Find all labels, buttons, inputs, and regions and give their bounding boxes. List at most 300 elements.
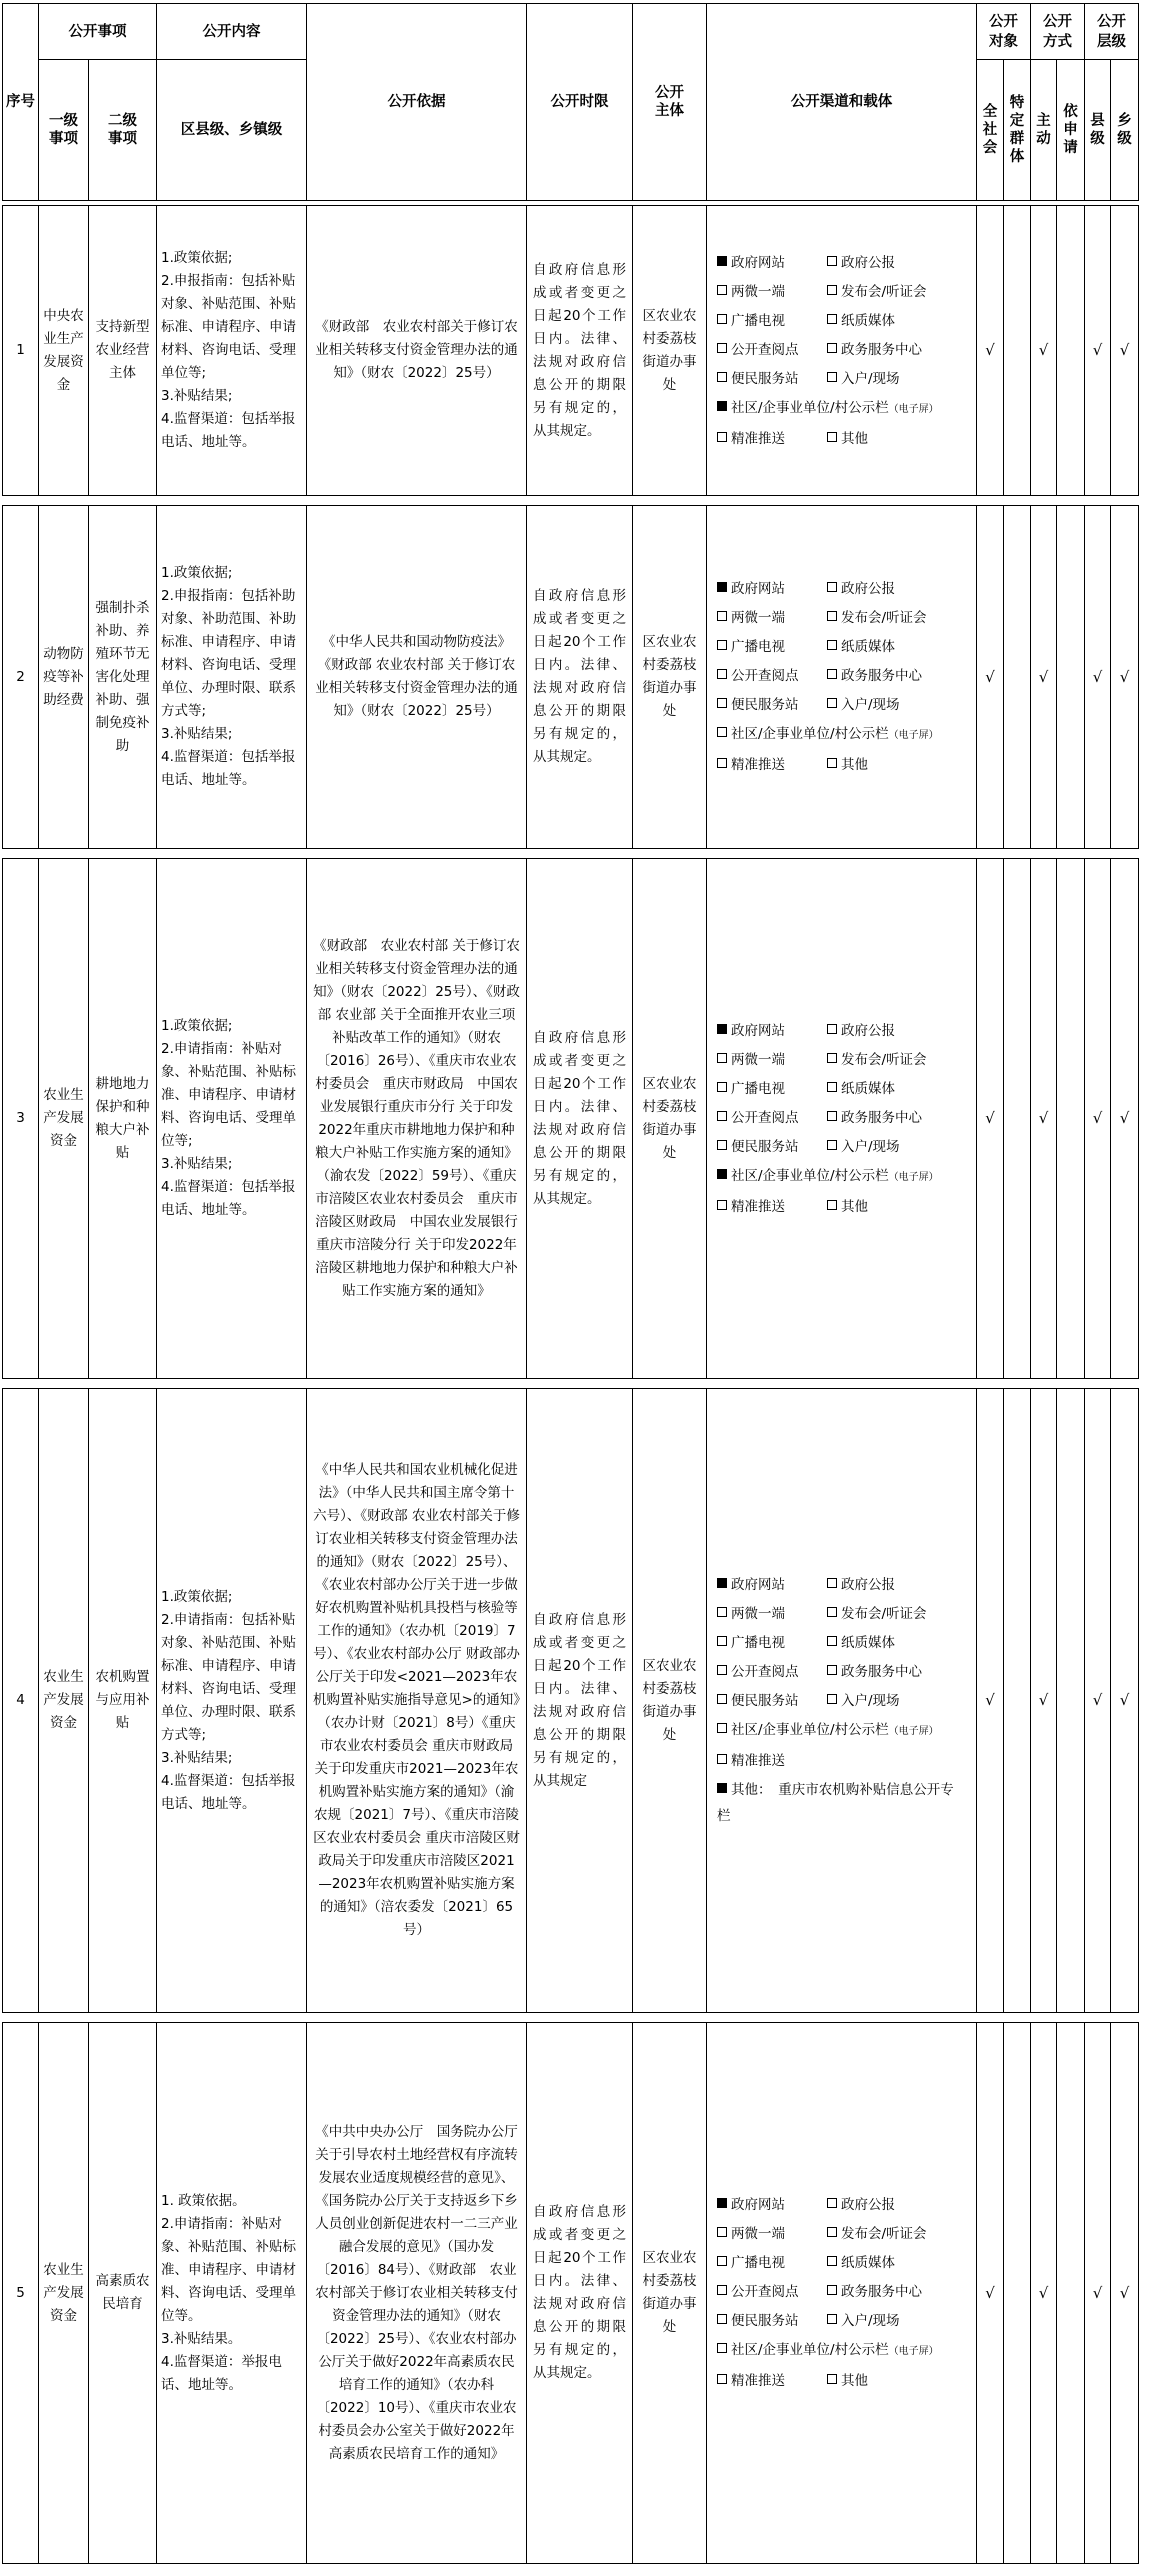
unchecked-box-icon: [827, 256, 837, 266]
unchecked-box-icon: [827, 1200, 837, 1210]
unchecked-box-icon: [827, 1694, 837, 1704]
table-row: [3, 506, 1139, 849]
header-subject: 公开主体: [633, 4, 707, 201]
unchecked-box-icon: [827, 432, 837, 442]
row-level2: 高素质农民培育: [89, 2023, 157, 2564]
unchecked-box-icon: [827, 1578, 837, 1588]
channel-label: 便民服务站: [731, 697, 799, 713]
unchecked-box-icon: [827, 2285, 837, 2295]
channel-label: 精准推送: [731, 1753, 785, 1769]
channel-label: 精准推送: [731, 1198, 785, 1215]
unchecked-box-icon: [827, 372, 837, 382]
unchecked-box-icon: [717, 1723, 727, 1733]
channel-item: [827, 250, 966, 276]
unchecked-box-icon: [717, 698, 727, 708]
checked-box-icon: [717, 2198, 727, 2208]
row-level1: 动物防疫等补助经费: [39, 506, 89, 849]
check-specific-group: [1004, 2023, 1031, 2564]
content-line: 4.监督渠道：包括举报电话、地址等。: [161, 749, 296, 788]
unchecked-box-icon: [717, 1607, 727, 1617]
table-row: [3, 2023, 1139, 2564]
row-channels: [707, 2023, 977, 2564]
content-line: 2.申请指南：补贴对象、补贴范围、补贴标准、申请程序、申请材料、咨询电话、受理单位等。: [161, 2215, 296, 2324]
channel-item: [717, 1748, 966, 1774]
channel-item: [827, 1194, 966, 1220]
channel-item: [827, 605, 966, 631]
channel-label: 其他: [841, 430, 868, 447]
content-line: 1. 政策依据。: [161, 2192, 246, 2209]
channel-item: [717, 366, 827, 392]
channel-note: （电子屏）: [888, 1726, 939, 1737]
channel-label: 政务服务中心: [841, 668, 922, 684]
check-active: √: [1031, 859, 1057, 1379]
check-township: √: [1111, 859, 1139, 1379]
header-on-request: 依申请: [1057, 60, 1085, 201]
channel-label: 政府公报: [841, 254, 895, 271]
check-specific-group: [1004, 506, 1031, 849]
row-level2: 耕地地力保护和种粮大户补贴: [89, 859, 157, 1379]
content-line: 4.监督渠道：包括举报电话、地址等。: [161, 411, 296, 450]
check-township: √: [1111, 206, 1139, 496]
unchecked-box-icon: [827, 669, 837, 679]
unchecked-box-icon: [717, 640, 727, 650]
unchecked-box-icon: [827, 1636, 837, 1646]
channel-label: 两微一端: [731, 610, 785, 626]
channel-item: [717, 2279, 827, 2305]
unchecked-box-icon: [827, 1111, 837, 1121]
channel-label: 政府公报: [841, 1022, 895, 1039]
row-content: [157, 1389, 307, 2013]
check-on-request: [1057, 1389, 1085, 2013]
header-seq: 序号: [3, 4, 39, 201]
row-content: [157, 859, 307, 1379]
channel-note: （电子屏）: [888, 730, 939, 741]
row-subject: 区农业农村委荔枝街道办事处: [633, 2023, 707, 2564]
channel-label: 入户/现场: [841, 1138, 900, 1155]
channel-item: [717, 1688, 827, 1714]
channel-label: 社区/企事业单位/村公示栏: [731, 726, 889, 742]
checked-box-icon: [717, 401, 727, 411]
unchecked-box-icon: [827, 758, 837, 768]
channel-label: 政府公报: [841, 1577, 895, 1593]
check-county: √: [1085, 2023, 1111, 2564]
unchecked-box-icon: [717, 1694, 727, 1704]
unchecked-box-icon: [827, 2256, 837, 2266]
channel-item: [717, 2221, 827, 2247]
row-level1: 中央农业生产发展资金: [39, 206, 89, 496]
channel-label: 其他: [841, 1198, 868, 1215]
channel-label: 公开查阅点: [731, 1664, 799, 1680]
row-seq: 2: [3, 506, 39, 849]
unchecked-box-icon: [717, 1082, 727, 1092]
check-all-society: √: [977, 859, 1004, 1379]
channel-item: [717, 663, 827, 689]
row-level1: 农业生产发展资金: [39, 859, 89, 1379]
channel-item: [827, 2308, 966, 2334]
check-township: √: [1111, 1389, 1139, 2013]
channel-item: [827, 2192, 966, 2218]
unchecked-box-icon: [717, 1111, 727, 1121]
channel-label: 精准推送: [731, 430, 785, 447]
channel-item: [717, 1194, 827, 1220]
unchecked-box-icon: [827, 582, 837, 592]
channel-note: （电子屏）: [888, 403, 939, 415]
channel-item: [827, 1105, 966, 1131]
channel-label: 公开查阅点: [731, 2284, 799, 2300]
channel-label: 纸质媒体: [841, 639, 895, 655]
channel-label: 便民服务站: [731, 370, 799, 387]
check-on-request: [1057, 2023, 1085, 2564]
row-basis: 《中华人民共和国动物防疫法》《财政部 农业农村部 关于修订农业相关转移支付资金管理办法的通知》（财农〔2022〕25号）: [307, 506, 527, 849]
channel-item: [717, 395, 966, 423]
row-level2: 支持新型农业经营主体: [89, 206, 157, 496]
unchecked-box-icon: [827, 1082, 837, 1092]
unchecked-box-icon: [717, 314, 727, 324]
unchecked-box-icon: [717, 343, 727, 353]
channel-label: 入户/现场: [841, 2313, 900, 2329]
channel-label: 便民服务站: [731, 1138, 799, 1155]
channel-label: 公开查阅点: [731, 341, 799, 358]
unchecked-box-icon: [717, 2285, 727, 2295]
disclosure-table-block: [2, 205, 1139, 496]
channel-label: 纸质媒体: [841, 312, 895, 329]
channel-item: [827, 366, 966, 392]
channel-item: [717, 337, 827, 363]
check-township: √: [1111, 2023, 1139, 2564]
channel-label: 纸质媒体: [841, 1635, 895, 1651]
unchecked-box-icon: [827, 698, 837, 708]
channel-label: 便民服务站: [731, 1693, 799, 1709]
header-content-sub: 区县级、乡镇级: [157, 60, 307, 201]
content-line: 1.政策依据;: [161, 1588, 233, 1605]
header-level2: 二级事项: [89, 60, 157, 201]
header-method: 公开方式: [1031, 4, 1085, 60]
unchecked-box-icon: [827, 1140, 837, 1150]
row-subject: 区农业农村委荔枝街道办事处: [633, 206, 707, 496]
row-basis: 《财政部 农业农村部 关于修订农业相关转移支付资金管理办法的通知》（财农〔2022〕25号）、《财政部 农业部 关于全面推开农业三项补贴改革工作的通知》（财农〔2016〕26号）、《重庆市农业农村委员会 重庆市财政局 中国农业发展银行重庆市分行 关于印发2022年重庆市耕地地力保护和种粮大户补贴工作实施方案的通知》（渝农发〔2022〕59号）、《重庆市涪陵区农业农村委员会 重庆市涪陵区财政局 中国农业发展银行重庆市涪陵分行 关于印发2022年涪陵区耕地地力保护和种粮大户补贴工作实施方案的通知》: [307, 859, 527, 1379]
checked-box-icon: [717, 256, 727, 266]
check-specific-group: [1004, 859, 1031, 1379]
channel-label: 其他: [841, 757, 868, 773]
channel-item: [827, 752, 966, 778]
checked-box-icon: [717, 582, 727, 592]
unchecked-box-icon: [827, 611, 837, 621]
channel-item: [717, 2368, 827, 2394]
content-line: 1.政策依据;: [161, 250, 233, 266]
row-seq: 4: [3, 1389, 39, 2013]
row-level2: 农机购置与应用补贴: [89, 1389, 157, 2013]
channel-item: [717, 2250, 827, 2276]
channel-item: [827, 1630, 966, 1656]
channel-label: 发布会/听证会: [841, 1051, 927, 1068]
content-line: 2.申报指南：包括补助对象、补助范围、补助标准、申请程序、申请材料、咨询电话、受理单位、办理时限、联系方式等;: [161, 588, 296, 719]
unchecked-box-icon: [827, 2374, 837, 2384]
header-target: 公开对象: [977, 4, 1031, 60]
content-line: 1.政策依据;: [161, 565, 233, 581]
channel-note: （电子屏）: [888, 1171, 939, 1183]
channel-label: 政务服务中心: [841, 341, 922, 358]
header-all-society: 全社会: [977, 60, 1004, 201]
content-line: 4.监督渠道：举报电话、地址等。: [161, 2353, 282, 2393]
content-line: 2.申报指南：包括补贴对象、补贴范围、补贴标准、申请程序、申请材料、咨询电话、受理单位等;: [161, 273, 296, 381]
checked-box-icon: [717, 1783, 727, 1793]
unchecked-box-icon: [717, 1200, 727, 1210]
channel-label: 社区/企事业单位/村公示栏: [731, 1722, 889, 1738]
check-county: √: [1085, 859, 1111, 1379]
channel-item: [827, 2250, 966, 2276]
content-line: 3.补贴结果;: [161, 1156, 233, 1172]
disclosure-table-block: [2, 2022, 1139, 2564]
check-on-request: [1057, 506, 1085, 849]
check-all-society: √: [977, 206, 1004, 496]
channel-item: [717, 426, 827, 452]
channel-label: 社区/企事业单位/村公示栏: [731, 2342, 889, 2358]
channel-label: 政务服务中心: [841, 1109, 922, 1126]
unchecked-box-icon: [717, 2256, 727, 2266]
channel-label: 政务服务中心: [841, 1664, 922, 1680]
channel-label: 政府网站: [731, 581, 785, 597]
channel-item: [827, 1047, 966, 1073]
channel-list: [707, 1018, 976, 1220]
disclosure-table-block: [2, 1388, 1139, 2013]
row-seq: 3: [3, 859, 39, 1379]
channel-item: [717, 1630, 827, 1656]
content-line: 2.申请指南：包括补贴对象、补贴范围、补贴标准、申请程序、申请材料、咨询电话、受理单位、办理时限、联系方式等;: [161, 1611, 296, 1743]
disclosure-table-block: [2, 858, 1139, 1379]
channel-item: [717, 1717, 966, 1745]
channel-label: 两微一端: [731, 1051, 785, 1068]
unchecked-box-icon: [717, 1754, 727, 1764]
channel-item: [827, 576, 966, 602]
channel-label: 广播电视: [731, 312, 785, 329]
unchecked-box-icon: [717, 1053, 727, 1063]
check-active: √: [1031, 206, 1057, 496]
checked-box-icon: [717, 1578, 727, 1588]
unchecked-box-icon: [827, 2198, 837, 2208]
content-line: 4.监督渠道：包括举报电话、地址等。: [161, 1772, 296, 1812]
channel-item: [717, 1047, 827, 1073]
check-all-society: √: [977, 2023, 1004, 2564]
row-level1: 农业生产发展资金: [39, 2023, 89, 2564]
check-specific-group: [1004, 1389, 1031, 2013]
content-line: 3.补贴结果。: [161, 2330, 242, 2347]
channel-item: [827, 1018, 966, 1044]
disclosure-table-block: [2, 505, 1139, 849]
header-active: 主动: [1031, 60, 1057, 201]
channel-item: [717, 308, 827, 334]
channel-label: 入户/现场: [841, 370, 900, 387]
unchecked-box-icon: [827, 314, 837, 324]
channel-label: 入户/现场: [841, 1693, 900, 1709]
channel-list: [707, 576, 976, 778]
check-specific-group: [1004, 206, 1031, 496]
channel-item: [827, 2368, 966, 2394]
check-on-request: [1057, 206, 1085, 496]
channel-item: [827, 2279, 966, 2305]
channel-label: 精准推送: [731, 2373, 785, 2389]
channel-label: 政府网站: [731, 2197, 785, 2213]
unchecked-box-icon: [717, 372, 727, 382]
channel-item: [717, 605, 827, 631]
header-county: 县级: [1085, 60, 1111, 201]
check-all-society: √: [977, 1389, 1004, 2013]
row-content: [157, 2023, 307, 2564]
row-period: 自政府信息形成或者变更之日起20个工作日内。法律、法规对政府信息公开的期限另有规定的，从其规定: [527, 1389, 633, 2013]
row-content: [157, 206, 307, 496]
unchecked-box-icon: [717, 1636, 727, 1646]
channel-item: [827, 279, 966, 305]
row-channels: [707, 506, 977, 849]
row-level2: 强制扑杀补助、养殖环节无害化处理补助、强制免疫补助: [89, 506, 157, 849]
content-line: 3.补贴结果;: [161, 388, 233, 404]
channel-label: 政府公报: [841, 2197, 895, 2213]
channel-list: [707, 250, 976, 452]
channel-item: [717, 250, 827, 276]
channel-list: [707, 2192, 976, 2394]
check-county: √: [1085, 506, 1111, 849]
channel-item: [827, 634, 966, 660]
check-active: √: [1031, 506, 1057, 849]
channel-item: [827, 1134, 966, 1160]
channel-label: 其他: [841, 2373, 868, 2389]
channel-item: [717, 2337, 966, 2365]
unchecked-box-icon: [717, 2314, 727, 2324]
channel-item: [827, 2221, 966, 2247]
channel-item: [717, 634, 827, 660]
channel-label: 广播电视: [731, 1080, 785, 1097]
unchecked-box-icon: [827, 2227, 837, 2237]
channel-item: [827, 1572, 966, 1598]
channel-item: [827, 337, 966, 363]
channel-label: 社区/企事业单位/村公示栏: [731, 1167, 889, 1184]
channel-item: [717, 279, 827, 305]
row-basis: 《中共中央办公厅 国务院办公厅关于引导农村土地经营权有序流转发展农业适度规模经营的意见》、《国务院办公厅关于支持返乡下乡人员创业创新促进农村一二三产业融合发展的意见》（国办发〔2016〕84号）、《财政部 农业农村部关于修订农业相关转移支付资金管理办法的通知》（财农〔2022〕25号）、《农业农村部办公厅关于做好2022年高素质农民培育工作的通知》（农办科〔2022〕10号）、《重庆市农业农村委员会办公室关于做好2022年高素质农民培育工作的通知》: [307, 2023, 527, 2564]
check-township: √: [1111, 506, 1139, 849]
channel-item: [827, 308, 966, 334]
table-row: [3, 859, 1139, 1379]
channel-item: [827, 1076, 966, 1102]
row-channels: [707, 1389, 977, 2013]
row-seq: 5: [3, 2023, 39, 2564]
channel-label: 发布会/听证会: [841, 2226, 927, 2242]
header-channels: 公开渠道和载体: [707, 4, 977, 201]
channel-item: [827, 1659, 966, 1685]
channel-label: 公开查阅点: [731, 668, 799, 684]
table-row: [3, 206, 1139, 496]
unchecked-box-icon: [827, 285, 837, 295]
content-line: 1.政策依据;: [161, 1018, 233, 1034]
content-line: 3.补贴结果;: [161, 1749, 233, 1766]
channel-item: [717, 1659, 827, 1685]
row-period: 自政府信息形成或者变更之日起20个工作日内。法律、法规对政府信息公开的期限另有规定的，从其规定。: [527, 206, 633, 496]
channel-label: 入户/现场: [841, 697, 900, 713]
channel-note: （电子屏）: [888, 2346, 939, 2357]
check-active: √: [1031, 2023, 1057, 2564]
unchecked-box-icon: [717, 2343, 727, 2353]
row-level1: 农业生产发展资金: [39, 1389, 89, 2013]
row-seq: 1: [3, 206, 39, 496]
channel-label: 纸质媒体: [841, 2255, 895, 2271]
header-level1: 一级事项: [39, 60, 89, 201]
channel-label: 社区/企事业单位/村公示栏: [731, 399, 889, 416]
channel-item: [717, 1018, 827, 1044]
row-basis: 《中华人民共和国农业机械化促进法》（中华人民共和国主席令第十六号）、《财政部 农业农村部关于修订农业相关转移支付资金管理办法的通知》（财农〔2022〕25号）、《农业农村部办公厅关于进一步做好农机购置补贴机具投档与核验等工作的通知》（农办机〔2019〕7号）、《农业农村部办公厅 财政部办公厅关于印发<2021—2023年农机购置补贴实施指导意见>的通知》（农办计财〔2021〕8号）《重庆市农业农村委员会 重庆市财政局 关于印发重庆市2021—2023年农机购置补贴实施方案的通知》（渝农规〔2021〕7号）、《重庆市涪陵区农业农村委员会 重庆市涪陵区财政局关于印发重庆市涪陵区2021—2023年农机购置补贴实施方案的通知》（涪农委发〔2021〕65号）: [307, 1389, 527, 2013]
channel-item: [717, 1134, 827, 1160]
checked-box-icon: [717, 1169, 727, 1179]
header-period: 公开时限: [527, 4, 633, 201]
unchecked-box-icon: [717, 1140, 727, 1150]
channel-item: [827, 426, 966, 452]
channel-item: [827, 692, 966, 718]
check-active: √: [1031, 1389, 1057, 2013]
unchecked-box-icon: [717, 2227, 727, 2237]
channel-label: 政府网站: [731, 1022, 785, 1039]
channel-label: 两微一端: [731, 283, 785, 300]
channel-item: [717, 2192, 827, 2218]
channel-list: [707, 1572, 976, 1829]
channel-item: [717, 692, 827, 718]
channel-item: [717, 1601, 827, 1627]
channel-item: [717, 1076, 827, 1102]
unchecked-box-icon: [717, 2374, 727, 2384]
row-content: [157, 506, 307, 849]
channel-item: [827, 1688, 966, 1714]
channel-item: [717, 752, 827, 778]
unchecked-box-icon: [717, 1665, 727, 1675]
row-period: 自政府信息形成或者变更之日起20个工作日内。法律、法规对政府信息公开的期限另有规定的，从其规定。: [527, 506, 633, 849]
channel-item: [717, 1105, 827, 1131]
channel-label: 广播电视: [731, 639, 785, 655]
check-all-society: √: [977, 506, 1004, 849]
channel-label: 两微一端: [731, 1606, 785, 1622]
channel-label: 公开查阅点: [731, 1109, 799, 1126]
check-on-request: [1057, 859, 1085, 1379]
channel-label: 精准推送: [731, 757, 785, 773]
channel-item: [717, 1163, 966, 1191]
channel-label: 政府公报: [841, 581, 895, 597]
channel-item: [717, 1777, 966, 1829]
row-subject: 区农业农村委荔枝街道办事处: [633, 1389, 707, 2013]
unchecked-box-icon: [717, 727, 727, 737]
header-content: 公开内容: [157, 4, 307, 60]
row-subject: 区农业农村委荔枝街道办事处: [633, 859, 707, 1379]
channel-item: [827, 663, 966, 689]
channel-label: 发布会/听证会: [841, 1606, 927, 1622]
check-county: √: [1085, 206, 1111, 496]
channel-label: 其他： 重庆市农机购补贴信息公开专栏: [717, 1782, 954, 1824]
content-line: 3.补贴结果;: [161, 726, 233, 742]
row-subject: 区农业农村委荔枝街道办事处: [633, 506, 707, 849]
unchecked-box-icon: [717, 611, 727, 621]
unchecked-box-icon: [717, 669, 727, 679]
channel-label: 广播电视: [731, 2255, 785, 2271]
channel-item: [717, 2308, 827, 2334]
row-channels: [707, 859, 977, 1379]
content-line: 2.申请指南：补贴对象、补贴范围、补贴标准、申请程序、申请材料、咨询电话、受理单位等;: [161, 1041, 296, 1149]
channel-label: 便民服务站: [731, 2313, 799, 2329]
unchecked-box-icon: [827, 1607, 837, 1617]
row-period: 自政府信息形成或者变更之日起20个工作日内。法律、法规对政府信息公开的期限另有规定的，从其规定。: [527, 2023, 633, 2564]
unchecked-box-icon: [827, 1665, 837, 1675]
channel-label: 政府网站: [731, 254, 785, 271]
channel-label: 广播电视: [731, 1635, 785, 1651]
unchecked-box-icon: [827, 2314, 837, 2324]
header-specific-group: 特定群体: [1004, 60, 1031, 201]
row-basis: 《财政部 农业农村部关于修订农业相关转移支付资金管理办法的通知》（财农〔2022〕25号）: [307, 206, 527, 496]
row-channels: [707, 206, 977, 496]
unchecked-box-icon: [717, 758, 727, 768]
channel-item: [717, 576, 827, 602]
